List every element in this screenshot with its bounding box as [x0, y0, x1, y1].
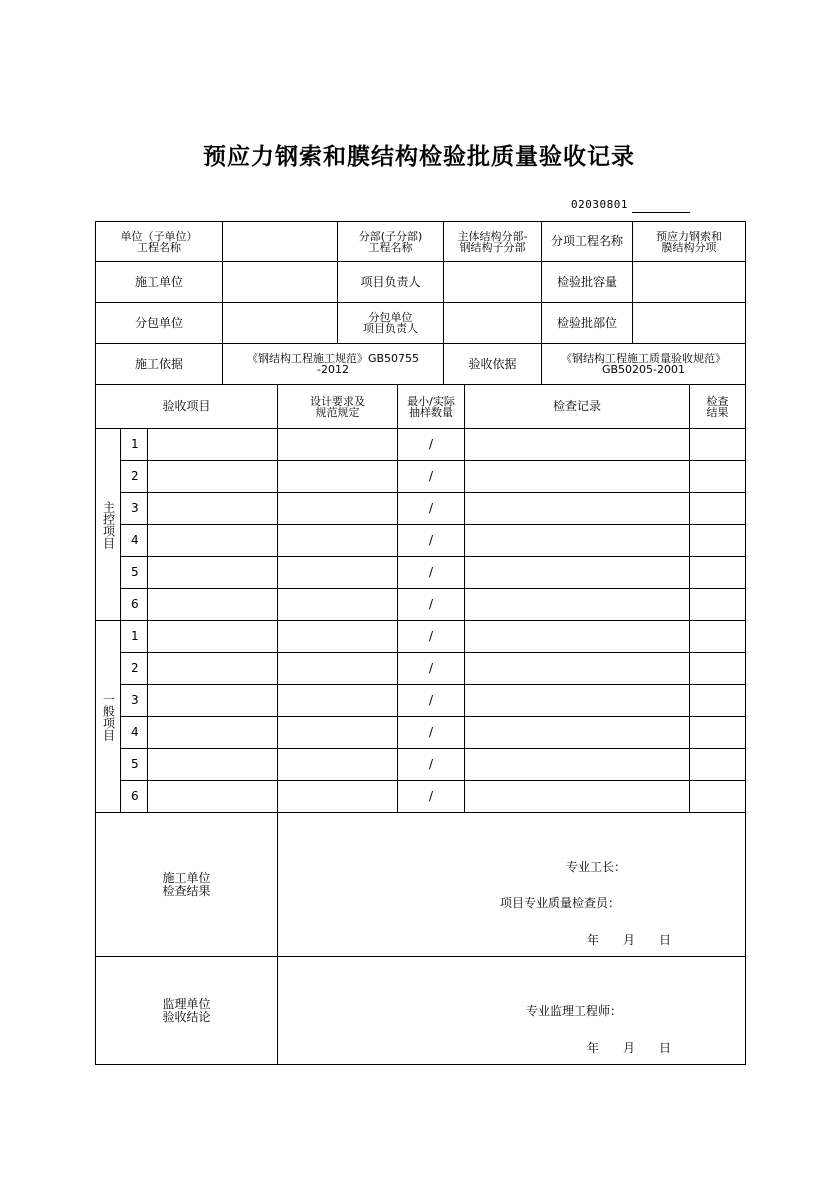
item-name-cell[interactable] — [147, 684, 278, 717]
main-control-items-label — [95, 428, 121, 621]
check-record-cell[interactable] — [464, 524, 690, 557]
sample-quantity-cell-text: / — [428, 597, 434, 611]
sample-quantity-cell[interactable] — [397, 556, 465, 589]
subcontractor-label-text: 分包单位 — [134, 315, 183, 330]
row-index-text: 1 — [131, 629, 139, 643]
check-record-cell[interactable] — [464, 652, 690, 685]
acceptance-basis-label-text: 验收依据 — [468, 356, 517, 371]
sample-quantity-cell-text: / — [428, 501, 434, 515]
unit-name-label-text: 单位（子单位） 工程名称 — [120, 229, 198, 254]
supervision-date-label: 年 月 日 — [587, 1041, 672, 1055]
row-index — [120, 748, 148, 781]
batch-capacity-label-text: 检验批容量 — [556, 274, 617, 289]
subitem-name-value-text: 预应力钢索和 膜结构分项 — [656, 229, 722, 254]
item-name-cell[interactable] — [147, 556, 278, 589]
batch-location-label — [541, 302, 633, 344]
check-result-cell[interactable] — [689, 588, 746, 621]
check-result-cell[interactable] — [689, 460, 746, 493]
check-result-cell[interactable] — [689, 780, 746, 813]
sample-quantity-cell-text: / — [428, 789, 434, 803]
constructor-value[interactable] — [222, 261, 338, 303]
design-requirement-cell[interactable] — [277, 524, 398, 557]
col-sample-quantity-text: 最小/实际 抽样数量 — [407, 394, 455, 419]
sample-quantity-cell[interactable] — [397, 716, 465, 749]
row-index-text: 3 — [131, 501, 139, 515]
project-manager-label — [337, 261, 444, 303]
item-name-cell[interactable] — [147, 524, 278, 557]
design-requirement-cell[interactable] — [277, 588, 398, 621]
row-index — [120, 588, 148, 621]
division-name-value-text: 主体结构分部- 钢结构子分部 — [457, 229, 528, 254]
check-record-cell[interactable] — [464, 716, 690, 749]
check-result-cell[interactable] — [689, 716, 746, 749]
subcontractor-label — [95, 302, 223, 344]
item-name-cell[interactable] — [147, 588, 278, 621]
item-name-cell[interactable] — [147, 460, 278, 493]
sample-quantity-cell-text: / — [428, 693, 434, 707]
division-name-label — [337, 221, 444, 262]
division-name-label-text: 分部(子分部) 工程名称 — [358, 229, 423, 254]
row-index-text: 4 — [131, 725, 139, 739]
check-record-cell[interactable] — [464, 428, 690, 461]
check-result-cell[interactable] — [689, 684, 746, 717]
check-result-cell[interactable] — [689, 748, 746, 781]
check-record-cell[interactable] — [464, 684, 690, 717]
subitem-name-value — [632, 221, 746, 262]
row-index-text: 4 — [131, 533, 139, 547]
sample-quantity-cell-text: / — [428, 725, 434, 739]
subcontractor-value[interactable] — [222, 302, 338, 344]
design-requirement-cell[interactable] — [277, 460, 398, 493]
check-result-cell[interactable] — [689, 556, 746, 589]
design-requirement-cell[interactable] — [277, 748, 398, 781]
design-requirement-cell[interactable] — [277, 780, 398, 813]
sub-pm-label-text: 分包单位 项目负责人 — [363, 311, 418, 335]
division-name-value — [443, 221, 542, 262]
row-index-text: 3 — [131, 693, 139, 707]
item-name-cell[interactable] — [147, 716, 278, 749]
design-requirement-cell[interactable] — [277, 716, 398, 749]
sample-quantity-cell[interactable] — [397, 748, 465, 781]
sample-quantity-cell[interactable] — [397, 652, 465, 685]
design-requirement-cell[interactable] — [277, 492, 398, 525]
col-acceptance-item-text: 验收项目 — [162, 399, 211, 413]
construction-check-label — [95, 812, 278, 957]
row-index-text: 1 — [131, 437, 139, 451]
construction-check-label-text: 施工单位 检查结果 — [162, 870, 211, 898]
subitem-name-label — [541, 221, 633, 262]
item-name-cell[interactable] — [147, 620, 278, 653]
check-result-cell[interactable] — [689, 492, 746, 525]
foreman-signature-label: 专业工长： — [566, 860, 627, 874]
row-index-text: 2 — [131, 661, 139, 675]
sample-quantity-cell[interactable] — [397, 524, 465, 557]
col-check-result-text: 检查 结果 — [706, 394, 729, 419]
supervision-conclusion-label-text: 监理单位 验收结论 — [162, 996, 211, 1024]
form-code: 02030801 — [571, 198, 628, 211]
acceptance-basis-value-text: 《钢结构工程施工质量验收规范》 GB50205-2001 — [561, 352, 726, 376]
construction-basis-label-text: 施工依据 — [134, 356, 183, 371]
construction-basis-value — [222, 343, 444, 385]
design-requirement-cell[interactable] — [277, 684, 398, 717]
design-requirement-cell[interactable] — [277, 620, 398, 653]
col-check-record-text: 检查记录 — [552, 399, 601, 413]
unit-name-value[interactable] — [222, 221, 338, 262]
constructor-label-text: 施工单位 — [134, 274, 183, 289]
code-underline — [632, 212, 690, 213]
col-design-requirement-text: 设计要求及 规范规定 — [310, 394, 365, 419]
acceptance-basis-value — [541, 343, 746, 385]
batch-capacity-value[interactable] — [632, 261, 746, 303]
page-title: 预应力钢索和膜结构检验批质量验收记录 — [203, 143, 635, 170]
batch-location-value[interactable] — [632, 302, 746, 344]
item-name-cell[interactable] — [147, 492, 278, 525]
project-manager-value[interactable] — [443, 261, 542, 303]
row-index — [120, 460, 148, 493]
check-result-cell[interactable] — [689, 652, 746, 685]
construction-basis-value-text: 《钢结构工程施工规范》GB50755 -2012 — [246, 352, 420, 376]
sub-pm-value[interactable] — [443, 302, 542, 344]
construction-check-area[interactable] — [277, 812, 746, 957]
sample-quantity-cell-text: / — [428, 757, 434, 771]
quality-inspector-signature-label: 项目专业质量检查员： — [500, 896, 621, 910]
sub-pm-label — [337, 302, 444, 344]
check-result-cell[interactable] — [689, 524, 746, 557]
main-control-items-label-text: 主控项目 — [101, 500, 116, 549]
check-result-cell[interactable] — [689, 620, 746, 653]
acceptance-basis-label — [443, 343, 542, 385]
col-design-requirement — [277, 384, 398, 429]
sample-quantity-cell-text: / — [428, 437, 434, 451]
row-index — [120, 684, 148, 717]
general-items-label — [95, 620, 121, 813]
design-requirement-cell[interactable] — [277, 556, 398, 589]
sample-quantity-cell[interactable] — [397, 492, 465, 525]
row-index — [120, 780, 148, 813]
col-acceptance-item — [95, 384, 278, 429]
sample-quantity-cell[interactable] — [397, 684, 465, 717]
row-index — [120, 524, 148, 557]
row-index — [120, 716, 148, 749]
row-index — [120, 652, 148, 685]
check-record-cell[interactable] — [464, 556, 690, 589]
construction-date-label: 年 月 日 — [587, 933, 672, 947]
sample-quantity-cell[interactable] — [397, 620, 465, 653]
col-sample-quantity — [397, 384, 465, 429]
project-manager-label-text: 项目负责人 — [360, 274, 421, 289]
check-record-cell[interactable] — [464, 460, 690, 493]
batch-location-label-text: 检验批部位 — [556, 315, 617, 330]
sample-quantity-cell-text: / — [428, 469, 434, 483]
sample-quantity-cell-text: / — [428, 629, 434, 643]
check-record-cell[interactable] — [464, 492, 690, 525]
check-record-cell[interactable] — [464, 748, 690, 781]
unit-name-label — [95, 221, 223, 262]
sample-quantity-cell-text: / — [428, 661, 434, 675]
sample-quantity-cell-text: / — [428, 565, 434, 579]
sample-quantity-cell[interactable] — [397, 780, 465, 813]
row-index — [120, 556, 148, 589]
col-check-result — [689, 384, 746, 429]
subitem-name-label-text: 分项工程名称 — [550, 234, 623, 248]
general-items-label-text: 一般项目 — [101, 692, 116, 741]
row-index-text: 5 — [131, 565, 139, 579]
design-requirement-cell[interactable] — [277, 428, 398, 461]
row-index — [120, 492, 148, 525]
supervision-conclusion-label — [95, 956, 278, 1065]
item-name-cell[interactable] — [147, 780, 278, 813]
item-name-cell[interactable] — [147, 652, 278, 685]
supervision-conclusion-area[interactable] — [277, 956, 746, 1065]
col-check-record — [464, 384, 690, 429]
sample-quantity-cell[interactable] — [397, 428, 465, 461]
item-name-cell[interactable] — [147, 748, 278, 781]
item-name-cell[interactable] — [147, 428, 278, 461]
row-index — [120, 428, 148, 461]
check-record-cell[interactable] — [464, 620, 690, 653]
row-index — [120, 620, 148, 653]
design-requirement-cell[interactable] — [277, 652, 398, 685]
row-index-text: 6 — [131, 789, 139, 803]
check-record-cell[interactable] — [464, 588, 690, 621]
sample-quantity-cell-text: / — [428, 533, 434, 547]
check-record-cell[interactable] — [464, 780, 690, 813]
constructor-label — [95, 261, 223, 303]
construction-basis-label — [95, 343, 223, 385]
batch-capacity-label — [541, 261, 633, 303]
row-index-text: 6 — [131, 597, 139, 611]
check-result-cell[interactable] — [689, 428, 746, 461]
row-index-text: 5 — [131, 757, 139, 771]
sample-quantity-cell[interactable] — [397, 460, 465, 493]
supervising-engineer-signature-label: 专业监理工程师： — [526, 1004, 623, 1018]
row-index-text: 2 — [131, 469, 139, 483]
sample-quantity-cell[interactable] — [397, 588, 465, 621]
